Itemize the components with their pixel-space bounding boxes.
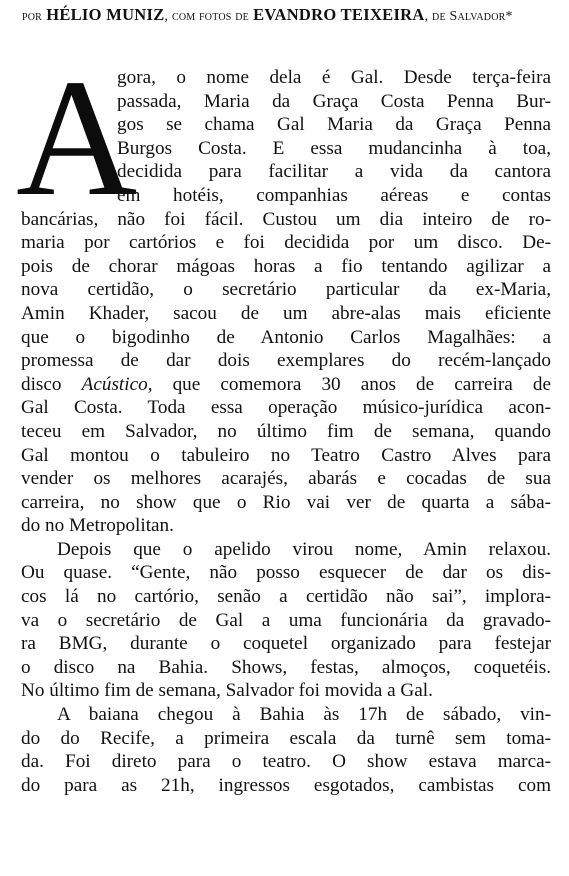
- byline-line-1: [22, 4, 562, 27]
- paragraph-3: [21, 703, 551, 797]
- body-line: passada, Maria da Graça Costa Penna Bur-: [117, 90, 551, 112]
- paragraph-2: [21, 538, 551, 703]
- body-line: nova certidão, o secretário particular da ex-Maria,: [21, 279, 551, 301]
- album-title: Acústico: [81, 373, 148, 395]
- body-line: decidida para facilitar a vida da cantora: [117, 161, 551, 183]
- body-line: do no Metropolitan.: [21, 515, 174, 537]
- body-line: bancárias, não foi fácil. Custou um dia inteiro de ro-: [21, 208, 551, 230]
- body-line: Gal montou o tabuleiro no Teatro Castro Alves para: [21, 444, 551, 466]
- body-line: gora, o nome dela é Gal. Desde terça-feira: [117, 67, 551, 88]
- body-line: o disco na Bahia. Shows, festas, almoços, coquetéis.: [21, 656, 551, 678]
- body-line-with-album-title: [21, 373, 551, 397]
- body-line: pois de chorar mágoas horas a fio tentando agilizar a: [21, 255, 551, 277]
- author-name: HÉLIO MUNIZ: [46, 5, 165, 24]
- body-line: da. Foi direto para o teatro. O show estava marca-: [21, 751, 551, 773]
- body-line: que o bigodinho de Antonio Carlos Magalhães: a: [21, 326, 551, 348]
- body-line: Burgos Costa. E essa mudancinha à toa,: [117, 137, 551, 159]
- body-line: maria por cartórios e foi decidida por um disco. De-: [21, 232, 551, 254]
- byline: [22, 4, 562, 27]
- article-body: [21, 66, 551, 797]
- paragraph-1: [21, 66, 551, 538]
- byline-dateline: , de Salvador*: [424, 9, 513, 24]
- body-line: Gal Costa. Toda essa operação músico-jurídica acon-: [21, 397, 551, 419]
- photographer-name: EVANDRO TEIXEIRA: [253, 5, 425, 24]
- body-line: do para as 21h, ingressos esgotados, cambistas com: [21, 774, 551, 796]
- body-line: promessa de dar dois exemplares do recém-lançado: [21, 350, 551, 372]
- text-after-title: , que comemora 30 anos de carreira de: [147, 373, 551, 395]
- byline-por: por: [22, 9, 43, 24]
- body-line: vender os melhores acarajés, abarás e cocadas de sua: [21, 468, 551, 490]
- drop-cap: A: [16, 45, 138, 231]
- body-line: em hotéis, companhias aéreas e contas: [117, 184, 551, 206]
- body-line: ra BMG, durante o coquetel organizado para festejar: [21, 633, 551, 655]
- body-line: Ou quase. “Gente, não posso esquecer de dar os dis-: [21, 562, 551, 584]
- body-line: do do Recife, a primeira escala da turnê sem toma-: [21, 727, 551, 749]
- body-line: cos lá no cartório, senão a certidão não sai”, implora-: [21, 586, 551, 608]
- body-line: Depois que o apelido virou nome, Amin relaxou.: [57, 538, 551, 560]
- body-line: carreira, no show que o Rio vai ver de quarta a sába-: [21, 491, 551, 513]
- body-line: gos se chama Gal Maria da Graça Penna: [117, 114, 551, 136]
- body-line: No último fim de semana, Salvador foi movida a Gal.: [21, 680, 433, 702]
- body-line: va o secretário de Gal a uma funcionária da gravado-: [21, 609, 551, 631]
- body-line: teceu em Salvador, no último fim de semana, quando: [21, 420, 551, 442]
- text-before-title: disco: [21, 373, 82, 395]
- body-line: A baiana chegou à Bahia às 17h de sábado, vin-: [57, 704, 551, 726]
- body-line: Amin Khader, sacou de um abre-alas mais eficiente: [21, 302, 551, 324]
- byline-photos-label: , com fotos de: [164, 9, 249, 24]
